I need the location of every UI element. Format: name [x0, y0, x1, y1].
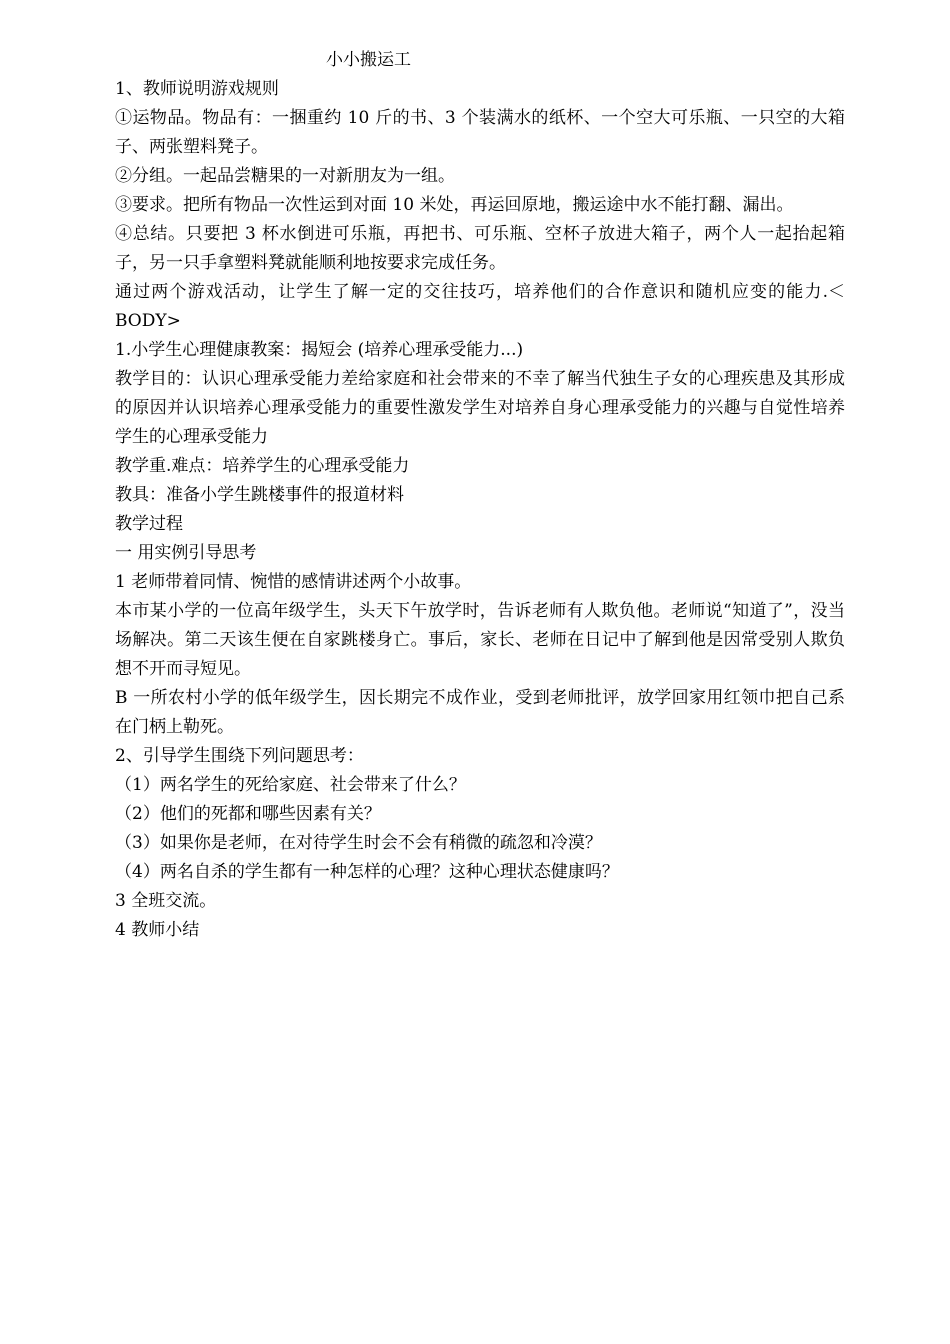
- paragraph-process-heading: 教学过程: [115, 514, 183, 534]
- paragraph-story-a: 本市某小学的一位高年级学生，头天下午放学时，告诉老师有人欺负他。老师说“知道了”，没当场解决。第二天该生便在自家跳楼身亡。事后，家长、老师在日记中了解到他是因常受别人欺负想不开而寻短见。: [115, 601, 845, 679]
- document-page: [115, 46, 845, 945]
- paragraph-items: ①运物品。物品有：一捆重约 10 斤的书、3 个装满水的纸杯、一个空大可乐瓶、一只空的大箱子、两张塑料凳子。: [115, 108, 845, 157]
- paragraph-lesson-title: 1.小学生心理健康教案：揭短会 (培养心理承受能力...): [115, 340, 524, 360]
- paragraph-materials: 教具：准备小学生跳楼事件的报道材料: [115, 485, 404, 505]
- paragraph-teacher-summary: 4 教师小结: [115, 920, 200, 940]
- paragraph-question-2: （2）他们的死都和哪些因素有关？: [115, 804, 381, 824]
- paragraph-questions-intro: 2、引导学生围绕下列问题思考：: [115, 746, 364, 766]
- paragraph-rules-heading: 1、教师说明游戏规则: [115, 79, 279, 99]
- paragraph-class-discussion: 3 全班交流。: [115, 891, 217, 911]
- paragraph-section-one: 一 用实例引导思考: [115, 543, 257, 563]
- paragraph-story-b: B 一所农村小学的低年级学生，因长期完不成作业，受到老师批评，放学回家用红领巾把自己系在门柄上勒死。: [115, 688, 845, 737]
- paragraph-teaching-goal: 教学目的：认识心理承受能力差给家庭和社会带来的不幸了解当代独生子女的心理疾患及其形成的原因并认识培养心理承受能力的重要性激发学生对培养自身心理承受能力的兴趣与自觉性培养学生的心理承受能力: [115, 369, 845, 447]
- paragraph-conclusion: 通过两个游戏活动，让学生了解一定的交往技巧，培养他们的合作意识和随机应变的能力.＜BODY>: [115, 282, 845, 331]
- paragraph-requirements: ③要求。把所有物品一次性运到对面 10 米处，再运回原地，搬运途中水不能打翻、漏出。: [115, 195, 794, 215]
- paragraph-grouping: ②分组。一起品尝糖果的一对新朋友为一组。: [115, 166, 455, 186]
- paragraph-summary: ④总结。只要把 3 杯水倒进可乐瓶，再把书、可乐瓶、空杯子放进大箱子，两个人一起抬起箱子，另一只手拿塑料凳就能顺利地按要求完成任务。: [115, 224, 845, 273]
- paragraph-question-4: （4）两名自杀的学生都有一种怎样的心理？这种心理状态健康吗？: [115, 862, 619, 882]
- paragraph-question-3: （3）如果你是老师，在对待学生时会不会有稍微的疏忽和冷漠？: [115, 833, 602, 853]
- paragraph-stories-intro: 1 老师带着同情、惋惜的感情讲述两个小故事。: [115, 572, 472, 592]
- paragraph-key-points: 教学重.难点：培养学生的心理承受能力: [115, 456, 410, 476]
- document-title: 小小搬运工: [326, 50, 411, 70]
- paragraph-question-1: （1）两名学生的死给家庭、社会带来了什么？: [115, 775, 466, 795]
